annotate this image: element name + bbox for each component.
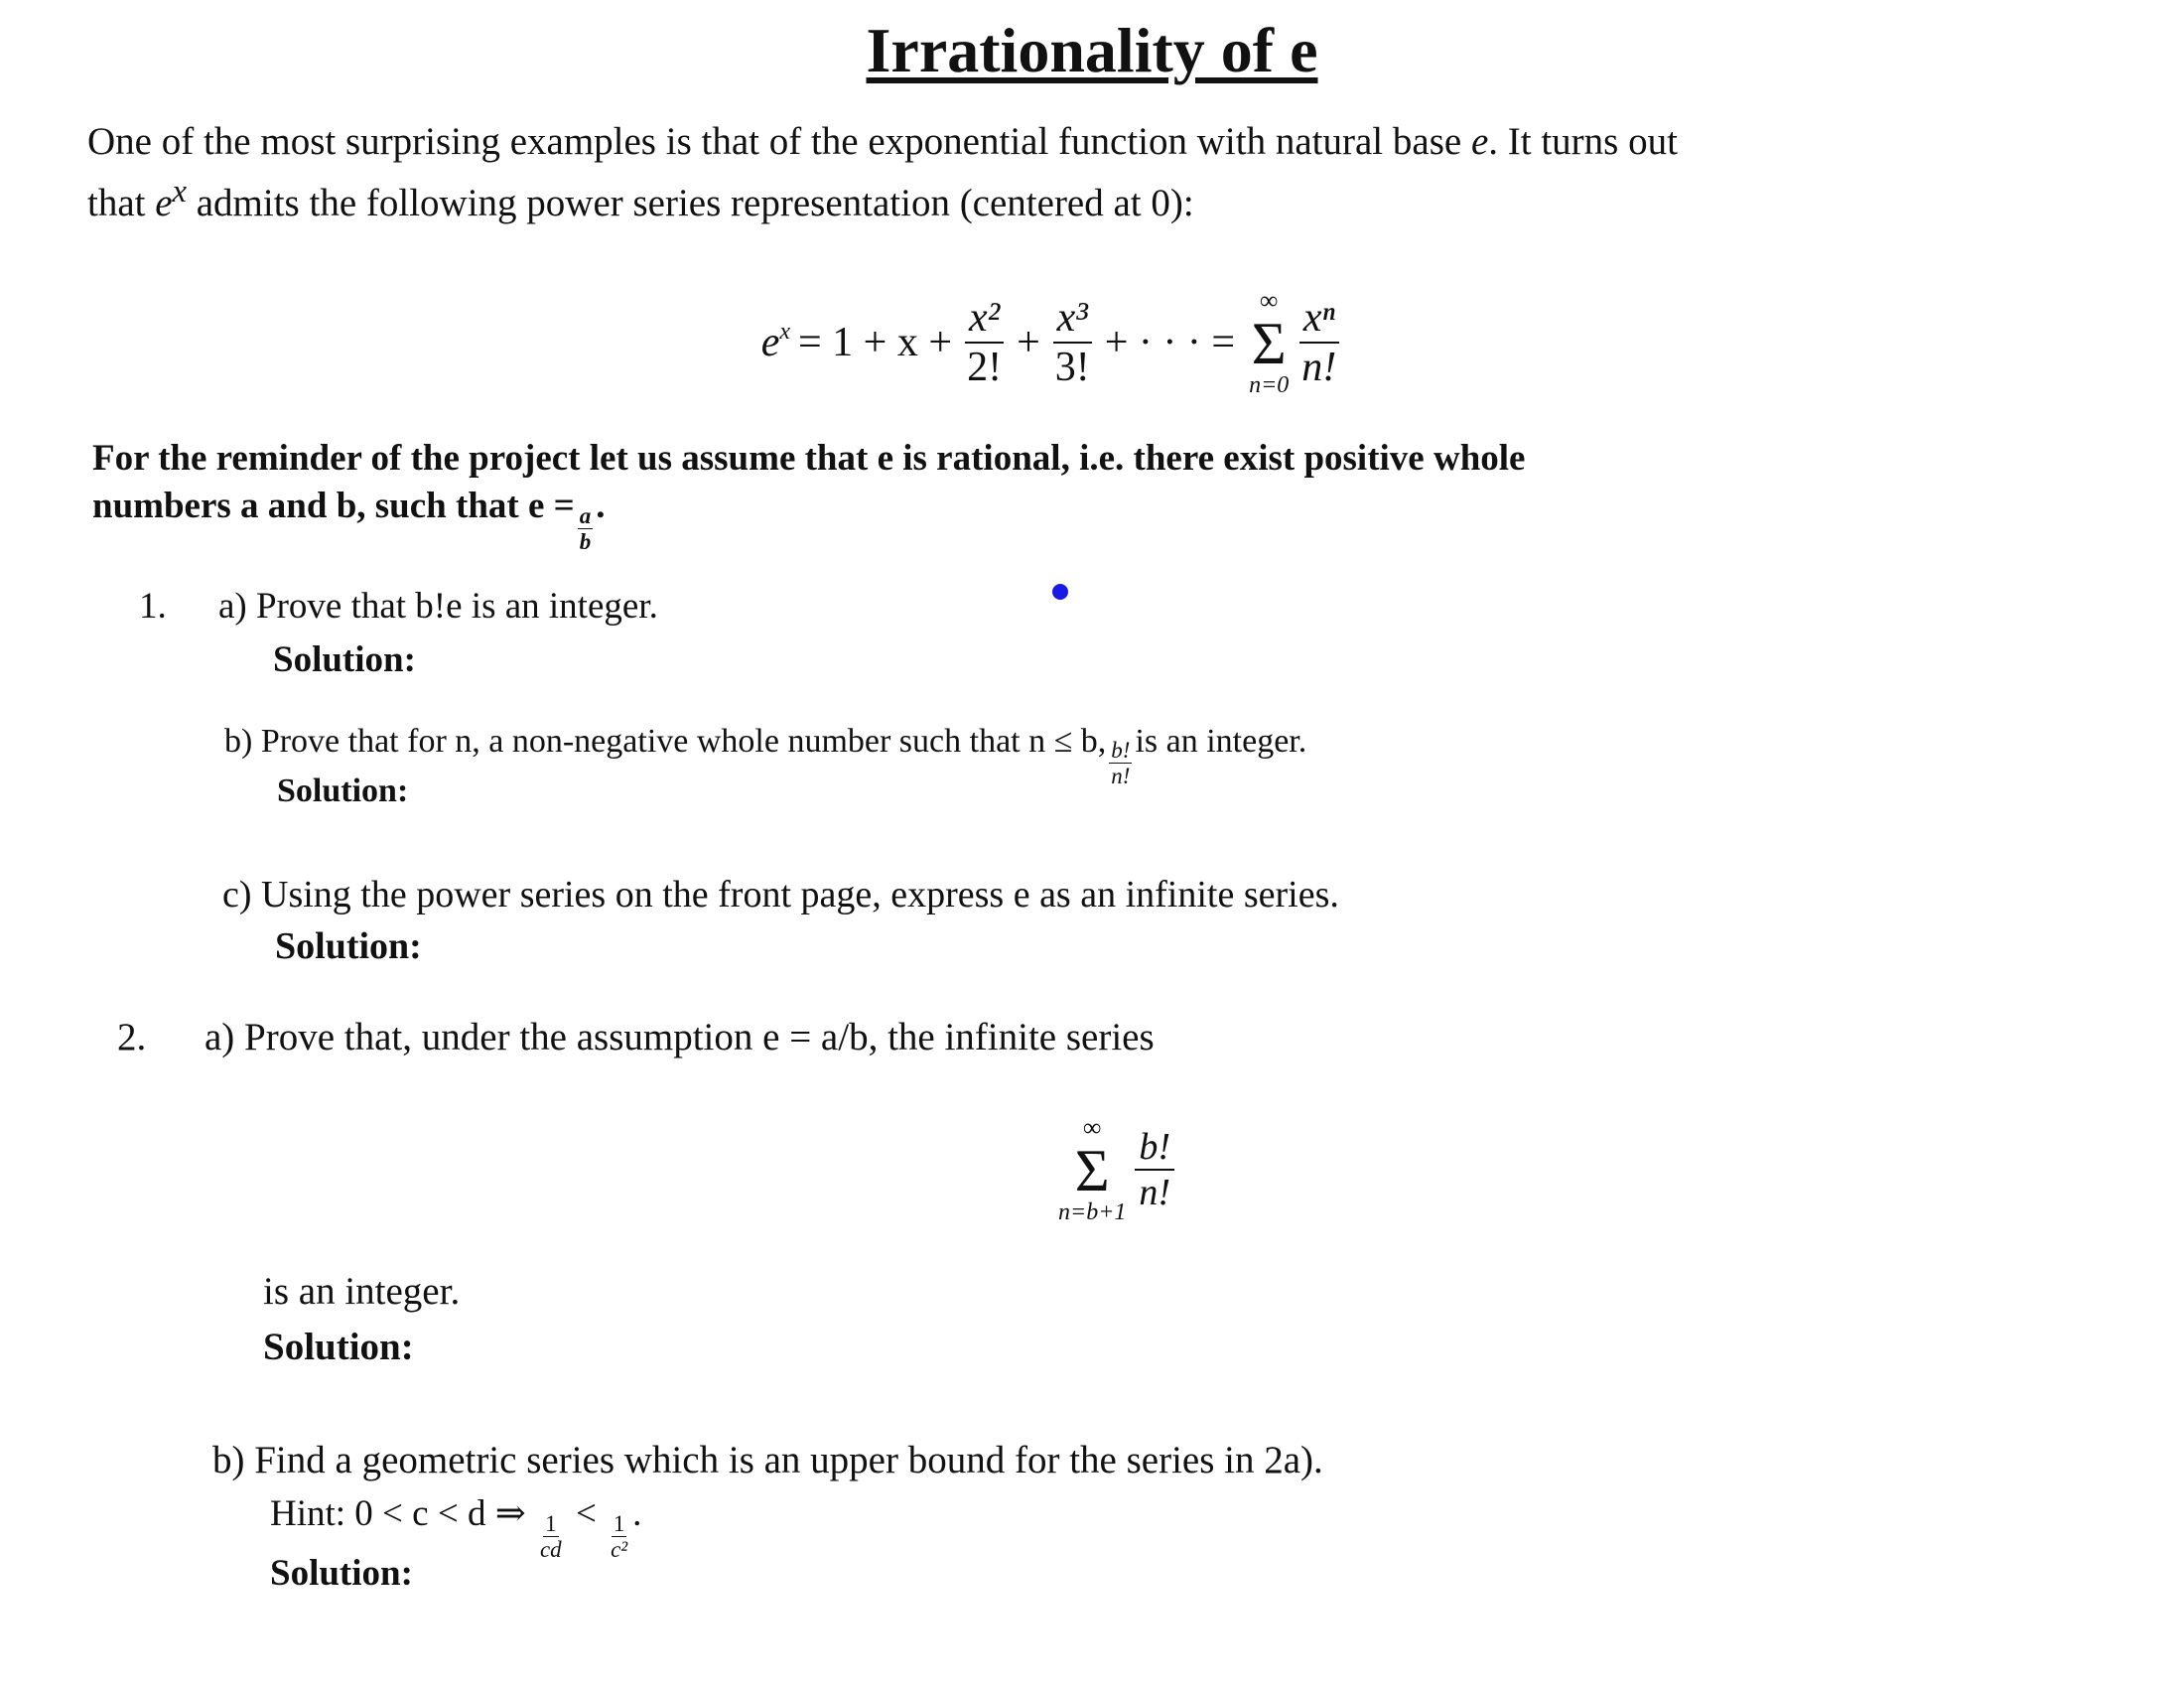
assumption-line-2: numbers a and b, such that e = $\frac{a}{b}$ . bbox=[92, 486, 606, 554]
q2b-solution: Solution: bbox=[270, 1553, 413, 1594]
eq-summation: ∞ Σ n=0 bbox=[1249, 286, 1290, 398]
page-title: Irrationality of e bbox=[866, 15, 1318, 85]
hint-frac-2: $\frac{1}{\text{c²}}$ bbox=[611, 1511, 628, 1562]
assumption-frac: $\frac{a}{b}$ bbox=[579, 503, 592, 554]
intro-text: admits the following power series representation (centered at 0): bbox=[186, 182, 1194, 224]
hint-frac-1: $\frac{1}{cd}$ bbox=[539, 1511, 562, 1562]
q2-number: 2. bbox=[117, 1016, 147, 1058]
q1a-solution: Solution: bbox=[273, 639, 416, 680]
eq-plus: + bbox=[1017, 320, 1040, 365]
q1c-text: c) Using the power series on the front page, express e as an infinite series. bbox=[222, 874, 1339, 915]
eq-frac-x2: $\frac{\text{x²}}{2!}$ bbox=[963, 297, 1006, 388]
eq-terms: = 1 + x + bbox=[798, 320, 953, 365]
q2-series bbox=[1052, 1100, 1177, 1239]
intro-text: that bbox=[87, 182, 156, 224]
q1b-solution: Solution: bbox=[277, 773, 409, 809]
q2b-hint: Hint: 0 < c < d ⇒ $\frac{1}{cd}$ < $\frac{1}{\text{c²}}$ . bbox=[270, 1493, 642, 1562]
intro-e: e bbox=[1470, 120, 1489, 163]
eq-lhs: e bbox=[760, 320, 780, 365]
eq-lhs-exp: x bbox=[779, 318, 790, 345]
eq-frac-xn: $\frac{\text{xⁿ}}{n!}$ bbox=[1297, 297, 1340, 388]
intro-text: One of the most surprising examples is that of the exponential function with natural base bbox=[87, 120, 1471, 163]
eq-tail: + · · · = bbox=[1104, 320, 1236, 365]
q2b-text: b) Find a geometric series which is an upper bound for the series in 2a). bbox=[212, 1439, 1323, 1481]
q2-series-frac: $\frac{b!}{n!}$ bbox=[1135, 1128, 1174, 1211]
q2-summation: ∞ Σ n=b+1 bbox=[1058, 1113, 1127, 1225]
q1b-text: b) Prove that for n, a non-negative whole number such that n ≤ b, $\frac{b!}{n!}$ is an integer. bbox=[224, 723, 1307, 788]
intro-e: e bbox=[155, 182, 173, 224]
intro-text: . It turns out bbox=[1488, 120, 1678, 163]
q1c-solution: Solution: bbox=[275, 925, 422, 967]
assumption-paragraph bbox=[92, 435, 2127, 553]
power-series-equation bbox=[0, 278, 2184, 407]
intro-line-1 bbox=[87, 117, 2122, 167]
eq-frac-x3: $\frac{\text{x³}}{3!}$ bbox=[1051, 297, 1094, 388]
q2a-solution: Solution: bbox=[263, 1326, 414, 1368]
q2a-after: is an integer. bbox=[263, 1270, 461, 1313]
q1-number: 1. bbox=[139, 586, 167, 627]
q1a-text: a) Prove that b!e is an integer. bbox=[218, 586, 658, 627]
q1b-frac: $\frac{b!}{n!}$ bbox=[1111, 738, 1131, 788]
blue-dot-marker bbox=[1052, 584, 1068, 600]
q2a-text: a) Prove that, under the assumption e = a/b, the infinite series bbox=[205, 1016, 1155, 1058]
intro-exponent: x bbox=[172, 174, 187, 210]
intro-line-2 bbox=[87, 167, 2122, 228]
intro-paragraph bbox=[87, 117, 2122, 228]
assumption-line-1: For the reminder of the project let us assume that e is rational, i.e. there exist positive whole bbox=[92, 438, 1526, 479]
